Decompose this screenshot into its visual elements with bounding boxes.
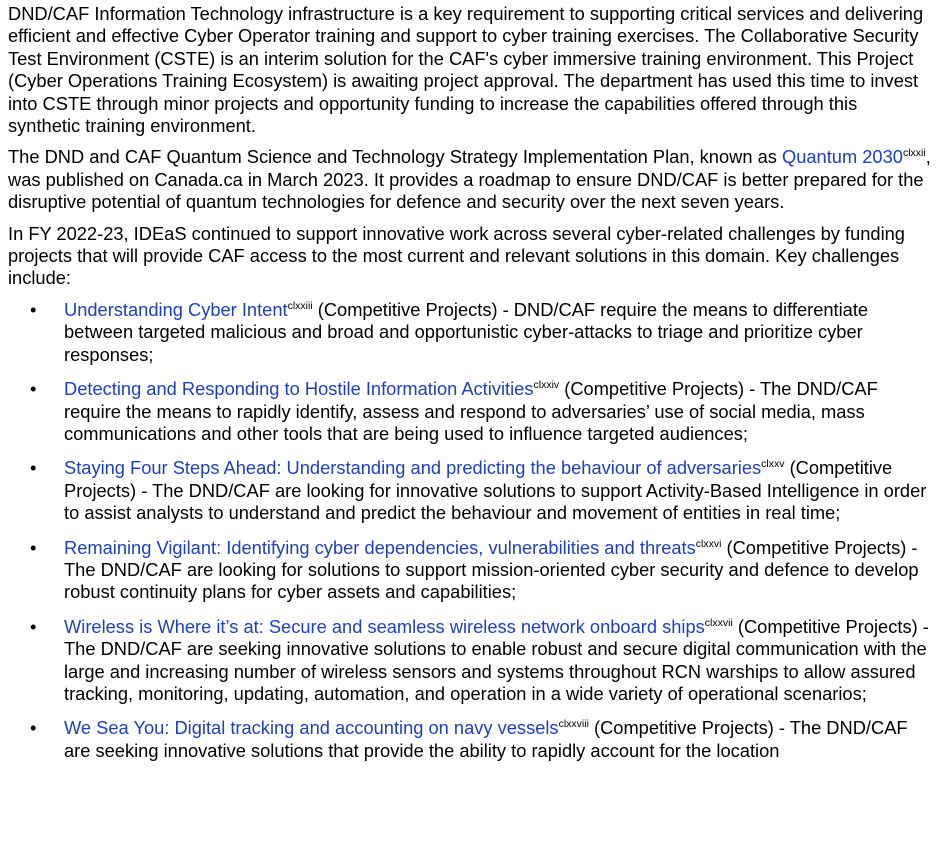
challenge-link-remaining-vigilant[interactable]: Remaining Vigilant: Identifying cyber dependencies, vulnerabilities and threats xyxy=(64,536,696,558)
list-item xyxy=(8,378,931,445)
challenge-link-wireless-network[interactable]: Wireless is Where it’s at: Secure and seamless wireless network onboard ships xyxy=(64,615,705,637)
challenge-description: (Competitive Projects) - DND/CAF require the means to differentiate between targeted malicious and broad and opportunistic cyber-attacks to triage and prioritize cyber responses; xyxy=(64,298,869,365)
challenge-link-we-sea-you[interactable]: We Sea You: Digital tracking and accounting on navy vessels xyxy=(64,717,559,739)
footnote-ref: clxxvi xyxy=(695,537,722,550)
bullet-icon: • xyxy=(30,298,37,320)
footnote-ref: clxxvii xyxy=(704,616,733,629)
paragraph-quantum-text-before: The DND and CAF Quantum Science and Technology Strategy Implementation Plan, known as xyxy=(8,146,782,168)
footnote-ref: clxxiii xyxy=(287,299,313,312)
challenges-list xyxy=(8,299,931,762)
list-item xyxy=(8,457,931,524)
challenge-description: (Competitive Projects) - The DND/CAF require the means to rapidly identify, assess and respond to adversaries’ use of social media, mass communications and other tools that are being used to influence targeted audiences; xyxy=(64,378,878,444)
bullet-icon: • xyxy=(30,457,37,479)
paragraph-quantum xyxy=(8,146,931,213)
list-item xyxy=(8,616,931,706)
paragraph-cste: DND/CAF Information Technology infrastructure is a key requirement to supporting critical services and delivering efficient and effective Cyber Operator training and support to cyber training exercises. The Collaborative Security Test Environment (CSTE) is an interim solution for the CAF's cyber immersive training environment. This Project (Cyber Operations Training Ecosystem) is awaiting project approval. The department has used this time to invest into CSTE through minor projects and opportunity funding to increase the capabilities offered through this synthetic training environment. xyxy=(8,3,924,137)
challenge-link-hostile-information[interactable]: Detecting and Responding to Hostile Information Activities xyxy=(64,378,534,400)
bullet-icon: • xyxy=(30,717,37,739)
challenge-link-four-steps-ahead[interactable]: Staying Four Steps Ahead: Understanding and predicting the behaviour of adversaries xyxy=(64,457,762,479)
footnote-ref-clxxii: clxxii xyxy=(902,147,926,160)
challenge-description: (Competitive Projects) - The DND/CAF are seeking innovative solutions to enable robust and secure digital communication with the large and increasing number of wireless sensors and systems throughout RCN warships to allow assured tracking, monitoring, updating, automation, and operation in a wide variety of operational scenarios; xyxy=(64,615,929,704)
list-item xyxy=(8,537,931,604)
paragraph-quantum-text-after: , was published on Canada.ca in March 2023. It provides a roadmap to ensure DND/CAF is better prepared for the disruptive potential of quantum technologies for defence and security over the next seven years. xyxy=(8,146,931,213)
challenge-description: (Competitive Projects) - The DND/CAF are looking for innovative solutions to support Activity-Based Intelligence in order to assist analysts to understand and predict the behaviour and movement of entities in real time; xyxy=(64,457,927,524)
quantum-2030-link[interactable]: Quantum 2030 xyxy=(781,146,903,168)
footnote-ref: clxxiv xyxy=(533,379,560,392)
challenge-link-understanding-cyber-intent[interactable]: Understanding Cyber Intent xyxy=(64,298,288,320)
bullet-icon: • xyxy=(30,536,37,558)
footnote-ref: clxxviii xyxy=(558,718,589,731)
bullet-icon: • xyxy=(30,615,37,637)
challenge-description: (Competitive Projects) - The DND/CAF are seeking innovative solutions that provide the ability to rapidly account for the location xyxy=(64,717,908,761)
challenge-description: (Competitive Projects) - The DND/CAF are looking for solutions to support mission-oriented cyber security and defence to develop robust continuity plans for cyber assets and capabilities; xyxy=(64,536,919,603)
bullet-icon: • xyxy=(30,378,37,400)
list-item xyxy=(8,717,931,762)
footnote-ref: clxxv xyxy=(761,458,785,471)
list-item xyxy=(8,299,931,366)
paragraph-ideas: In FY 2022-23, IDEaS continued to support innovative work across several cyber-related challenges by funding projects that will provide CAF access to the most current and relevant solutions in this domain. Key challenges include: xyxy=(8,222,905,289)
